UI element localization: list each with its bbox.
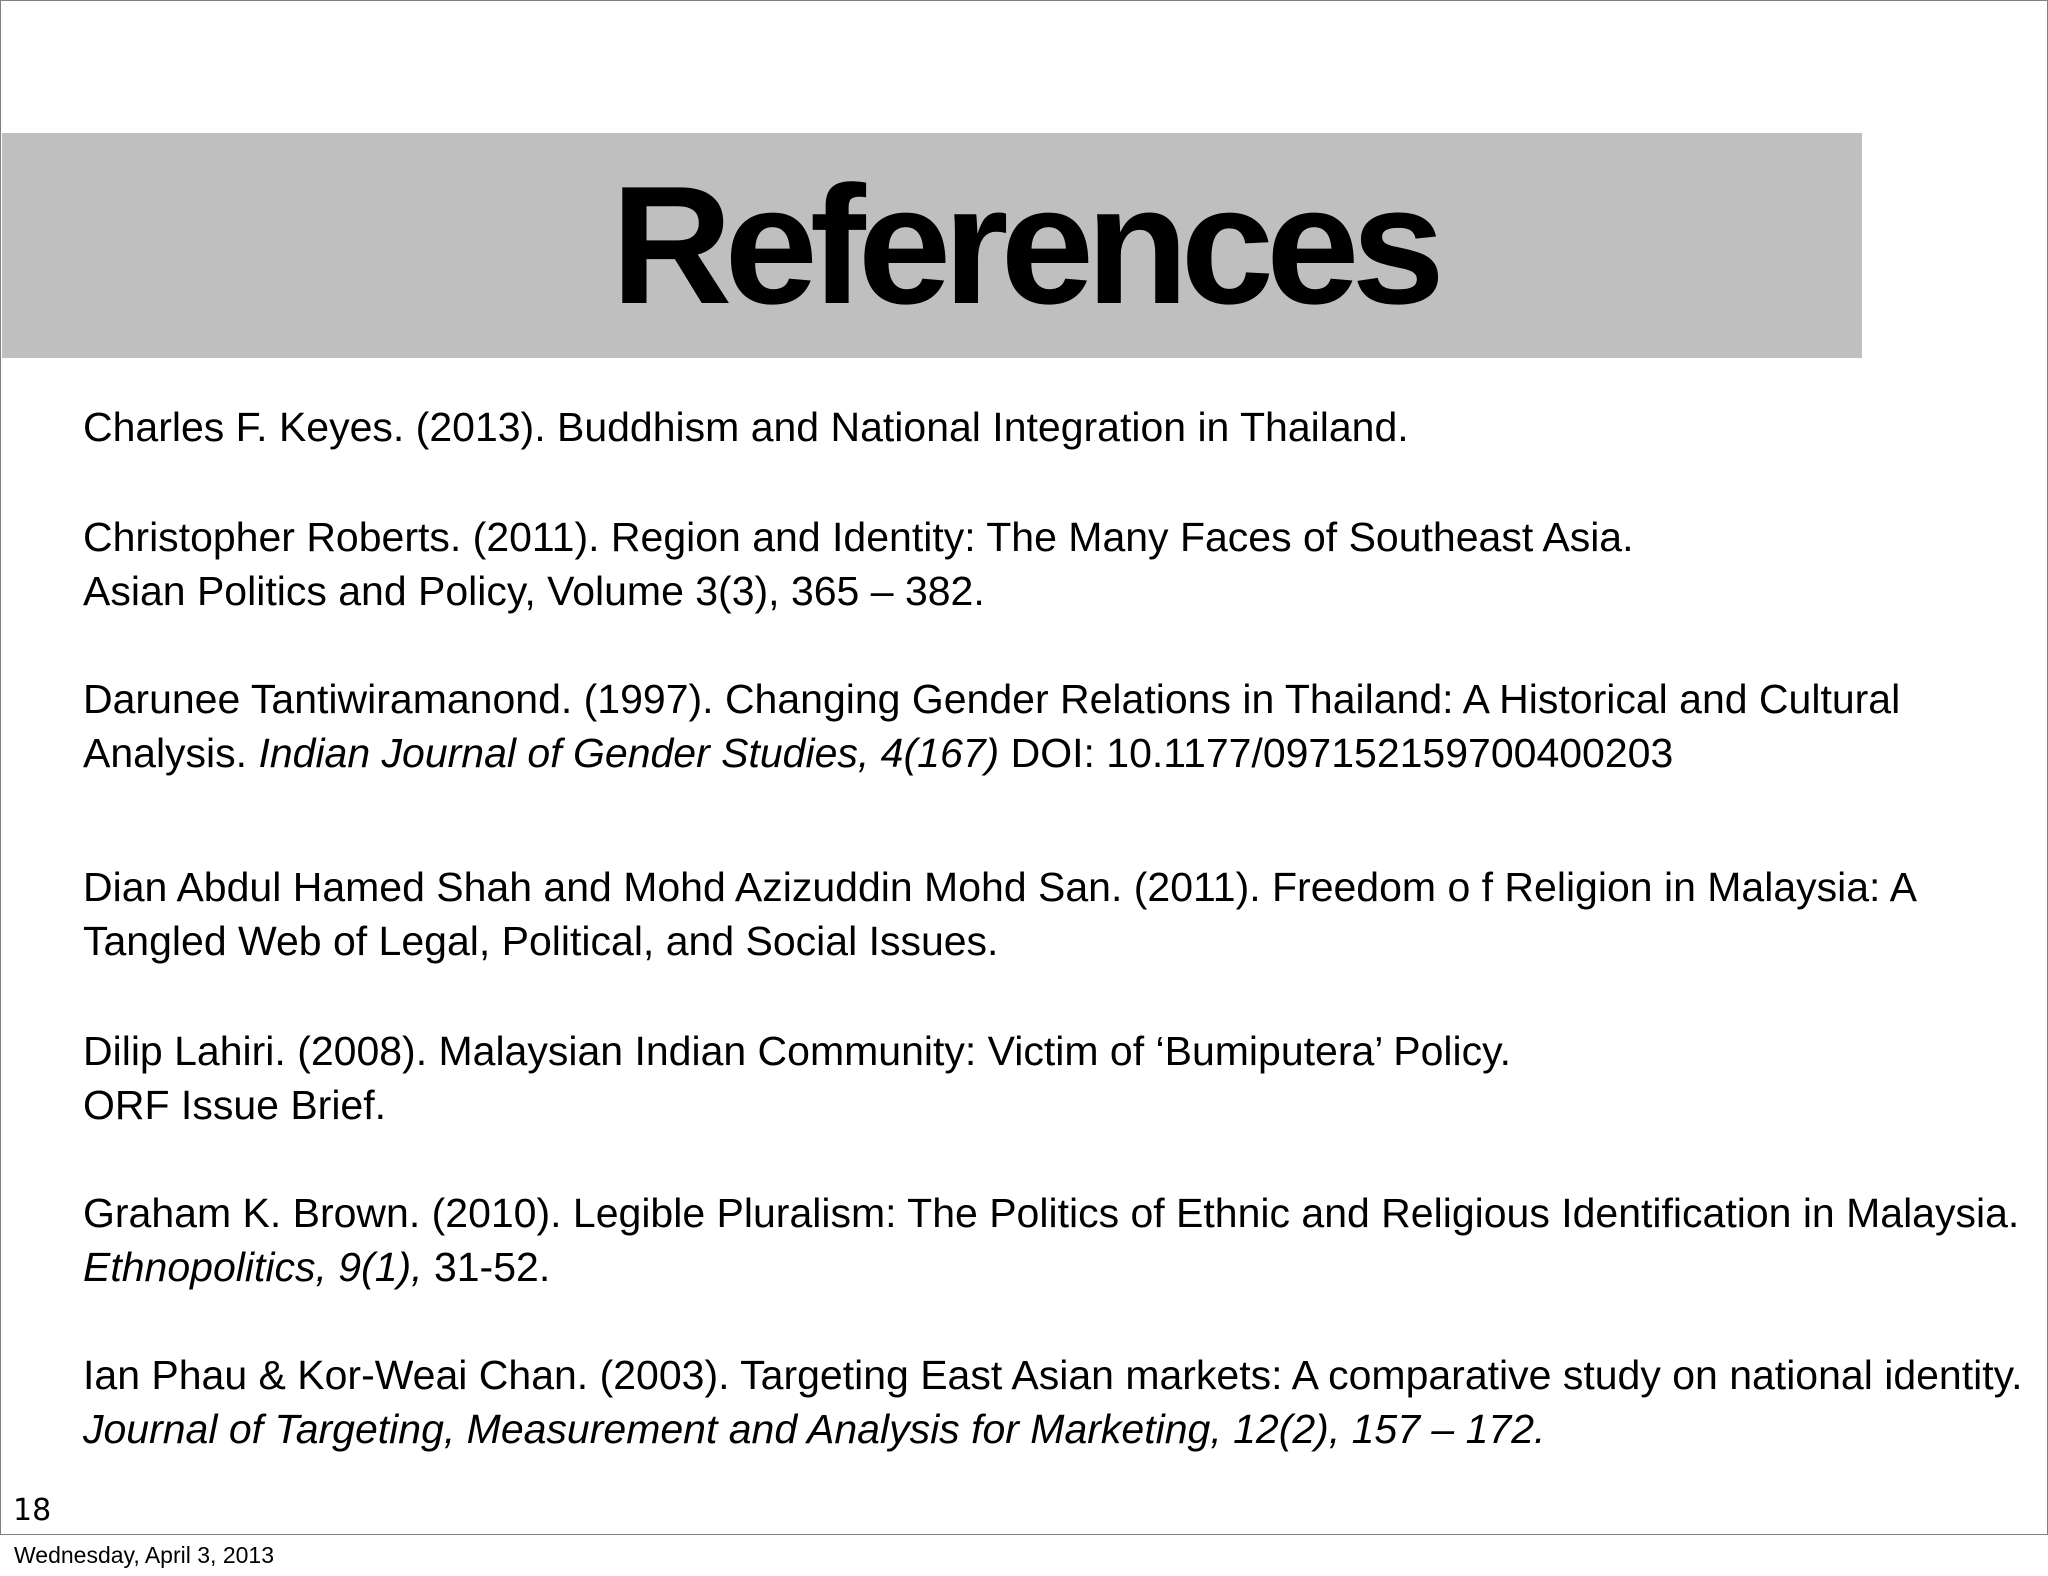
reference-text: Dian Abdul Hamed Shah and Mohd Azizuddin Mohd San. (2011). Freedom o f Religion in Malaysia: A Tangled Web of Legal, Political, and Social Issues. bbox=[83, 864, 1926, 964]
reference-text: Ian Phau & Kor-Weai Chan. (2003). Targeting East Asian markets: A comparative study on national identity. bbox=[83, 1352, 2034, 1398]
reference-source-italic: Journal of Targeting, Measurement and Analysis for Marketing, 12(2), 157 – 172. bbox=[83, 1405, 1546, 1452]
reference-text: DOI: 10.1177/097152159700400203 bbox=[999, 729, 1674, 776]
reference-text: Graham K. Brown. (2010). Legible Pluralism: The Politics of Ethnic and Religious Identification in Malaysia. bbox=[83, 1190, 2031, 1236]
reference-item bbox=[83, 673, 2023, 780]
reference-item bbox=[83, 1025, 2023, 1132]
reference-text: Charles F. Keyes. (2013). Buddhism and National Integration in Thailand. bbox=[83, 404, 1409, 450]
reference-text: Darunee Tantiwiramanond. (1997). Changing Gender Relations in Thailand: A Historical and Cultural Analysis. bbox=[83, 676, 1910, 776]
reference-text: Dilip Lahiri. (2008). Malaysian Indian Community: Victim of ‘Bumiputera’ Policy. ORF Issue Brief. bbox=[83, 1028, 1511, 1128]
reference-source-italic: Ethnopolitics, 9(1), bbox=[83, 1243, 423, 1290]
reference-source-italic: Indian Journal of Gender Studies, 4(167) bbox=[258, 729, 1000, 776]
reference-item bbox=[83, 401, 2023, 455]
footer-date: Wednesday, April 3, 2013 bbox=[14, 1542, 274, 1568]
reference-item bbox=[83, 511, 2023, 618]
reference-text: Christopher Roberts. (2011). Region and Identity: The Many Faces of Southeast Asia. Asian Politics and Policy, Volume 3(3), 365 – 382. bbox=[83, 514, 1634, 614]
reference-item bbox=[83, 1187, 2031, 1294]
slide-number: 18 bbox=[13, 1493, 52, 1528]
slide-title: References bbox=[611, 151, 1437, 339]
reference-item bbox=[83, 1349, 2034, 1456]
reference-item bbox=[83, 861, 2023, 968]
reference-text: 31-52. bbox=[422, 1243, 551, 1290]
